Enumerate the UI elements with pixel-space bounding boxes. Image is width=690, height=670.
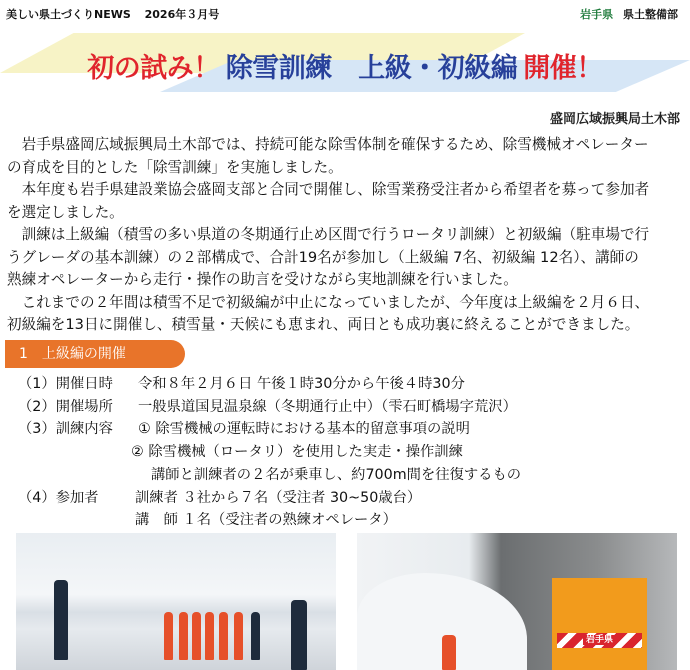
photo-briefing	[16, 533, 336, 670]
photo-rotary-snowplow	[357, 533, 677, 670]
photo-person	[205, 612, 214, 660]
prefecture-logo: 岩手県	[580, 8, 614, 21]
detail-label: （2）開催場所	[18, 398, 113, 415]
body-line: 熟練オペレーターから走行・操作の助言を受けながら実地訓練を行いました。	[7, 271, 518, 288]
detail-label: （4）参加者	[18, 489, 99, 506]
department-logo	[580, 6, 678, 22]
headline	[0, 46, 690, 85]
body-line: 初級編を13日に開催し、積雪量・天候にも恵まれ、両日とも成功裏に終えることができました。	[7, 316, 640, 333]
body-line: を選定しました。	[7, 203, 124, 221]
newsletter-header	[6, 6, 229, 22]
body-line: これまでの２年間は積雪不足で初級編が中止になっていましたが、今年度は上級編を２月６日、	[7, 293, 650, 311]
body-line: うグレーダの基本訓練）の２部構成で、合計19名が参加し（上級編 7名、初級編 12名）、講師の	[7, 248, 639, 266]
participants-instructor: 講 師 １名（受注者の熟練オペレータ）	[135, 512, 397, 529]
detail-row-participants	[18, 487, 521, 510]
section-heading: 1 上級編の開催	[5, 340, 185, 368]
body-line: 岩手県盛岡広域振興局土木部では、持続可能な除雪体制を確保するため、除雪機械オペレーター	[7, 136, 649, 153]
detail-row-place	[18, 396, 521, 419]
department-name: 県土整備部	[623, 8, 678, 21]
photo-person	[251, 612, 260, 660]
detail-value: ① 除雪機械の運転時における基本的留意事項の説明	[138, 421, 470, 438]
headline-part3: 開催！	[523, 53, 603, 84]
body-line: 訓練は上級編（積雪の多い県道の冬期通行止め区間で行うロータリ訓練）と初級編（駐車場で行	[7, 226, 650, 243]
detail-row-date	[18, 373, 521, 396]
photo-person	[54, 580, 68, 660]
article-body	[7, 134, 649, 337]
detail-value: 一般県道国見温泉線（冬期通行止中）（雫石町橋場字荒沢）	[138, 398, 517, 415]
body-line: の育成を目的とした「除雪訓練」を実施しました。	[7, 158, 343, 176]
detail-value: 訓練者 ３社から７名（受注者 30~50歳台）	[135, 489, 422, 506]
detail-row-content	[18, 418, 521, 441]
event-details	[18, 373, 521, 532]
detail-value: 令和８年２月６日 午後１時30分から午後４時30分	[138, 376, 465, 392]
headline-part1: 初の試み！	[87, 53, 220, 84]
detail-label: （1）開催日時	[18, 376, 113, 392]
photo-person	[442, 635, 456, 670]
newsletter-name: 美しい県土づくりNEWS	[6, 8, 131, 21]
photo-snowplow	[552, 578, 647, 670]
issue-date: 2026年３月号	[144, 8, 220, 21]
headline-part2: 除雪訓練 上級・初級編	[225, 53, 518, 84]
photo-person	[192, 612, 201, 660]
author-office: 盛岡広域振興局土木部	[549, 112, 680, 127]
detail-label: （3）訓練内容	[18, 421, 113, 438]
photo-person	[179, 612, 188, 660]
content-line-3: 講師と訓練者の２名が乗車し、約700m間を往復するもの	[151, 466, 522, 483]
photo-person	[291, 600, 307, 670]
photo-person	[164, 612, 173, 660]
content-line-2: ② 除雪機械（ロータリ）を使用した実走・操作訓練	[131, 444, 463, 461]
photo-person	[219, 612, 228, 660]
photo-snowplow-plate: 岩手県	[557, 633, 642, 648]
photo-person	[234, 612, 243, 660]
body-line: 本年度も岩手県建設業協会盛岡支部と合同で開催し、除雪業務受注者から希望者を募って参加者	[7, 181, 650, 198]
